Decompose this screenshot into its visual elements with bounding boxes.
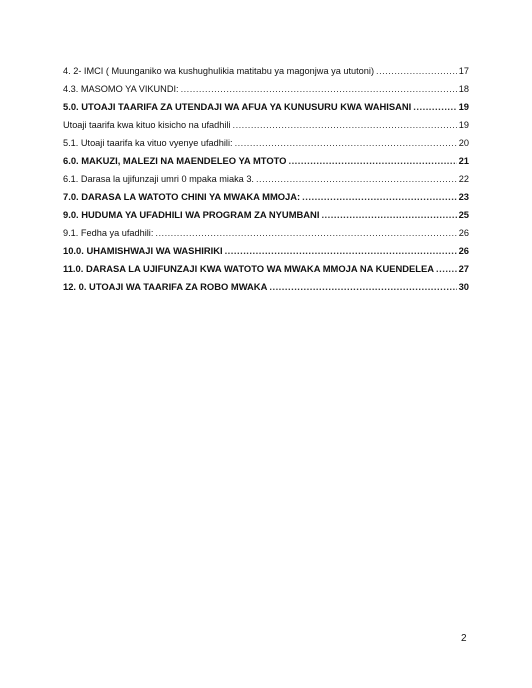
toc-entry-title: 5.1. Utoaji taarifa ka vituo vyenye ufadhili: [63,138,233,148]
toc-entry-title: 6.1. Darasa la ujifunzaji umri 0 mpaka miaka 3. [63,174,254,184]
toc-leader-dots [413,98,456,116]
toc-entry[interactable] [63,170,469,188]
toc-leader-dots [225,242,457,260]
toc-leader-dots [288,152,456,170]
toc-entry[interactable] [63,134,469,152]
toc-entry[interactable] [63,152,469,170]
toc-leader-dots [233,116,457,134]
toc-entry-page: 23 [458,191,469,202]
toc-entry-page: 26 [458,245,469,256]
toc-leader-dots [155,224,456,242]
toc-leader-dots [256,170,457,188]
toc-entry-page: 20 [458,138,469,148]
toc-leader-dots [181,80,457,98]
toc-entry-title: 4. 2- IMCI ( Muunganiko wa kushughulikia matitabu ya magonjwa ya ututoni) [63,66,375,76]
toc-leader-dots [436,260,457,278]
toc-leader-dots [269,278,456,296]
toc-leader-dots [376,62,457,80]
toc-entry-page: 25 [458,209,469,220]
toc-entry-page: 17 [458,66,469,76]
toc-entry-title: 9.1. Fedha ya ufadhili: [63,228,154,238]
toc-entry[interactable] [63,224,469,242]
toc-entry[interactable] [63,278,469,296]
toc-entry-page: 26 [458,228,469,238]
toc-entry[interactable] [63,62,469,80]
toc-entry[interactable] [63,206,469,224]
toc-leader-dots [235,134,457,152]
toc-entry-title: 5.0. UTOAJI TAARIFA ZA UTENDAJI WA AFUA YA KUNUSURU KWA WAHISANI [63,101,412,112]
toc-entry-title: 11.0. DARASA LA UJIFUNZAJI KWA WATOTO WA MWAKA MMOJA NA KUENDELEA [63,263,435,274]
table-of-contents [63,62,469,296]
toc-entry-page: 27 [458,263,469,274]
toc-entry-title: Utoaji taarifa kwa kituo kisicho na ufadhili [63,120,231,130]
toc-entry-title: 12. 0. UTOAJI WA TAARIFA ZA ROBO MWAKA [63,281,268,292]
toc-entry-title: 9.0. HUDUMA YA UFADHILI WA PROGRAM ZA NYUMBANI [63,209,320,220]
toc-entry-title: 7.0. DARASA LA WATOTO CHINI YA MWAKA MMOJA: [63,191,301,202]
toc-leader-dots [302,188,456,206]
toc-entry-page: 21 [458,155,469,166]
toc-entry[interactable] [63,242,469,260]
toc-entry[interactable] [63,188,469,206]
toc-entry-page: 19 [458,120,469,130]
toc-entry-title: 6.0. MAKUZI, MALEZI NA MAENDELEO YA MTOTO [63,155,287,166]
toc-entry[interactable] [63,260,469,278]
toc-entry-title: 10.0. UHAMISHWAJI WA WASHIRIKI [63,245,223,256]
toc-entry-page: 22 [458,174,469,184]
toc-entry-page: 30 [458,281,469,292]
page-number: 2 [461,633,467,644]
toc-entry[interactable] [63,80,469,98]
toc-entry-title: 4.3. MASOMO YA VIKUNDI: [63,84,179,94]
toc-entry[interactable] [63,116,469,134]
toc-leader-dots [321,206,456,224]
toc-entry[interactable] [63,98,469,116]
toc-entry-page: 18 [458,84,469,94]
toc-entry-page: 19 [458,101,469,112]
